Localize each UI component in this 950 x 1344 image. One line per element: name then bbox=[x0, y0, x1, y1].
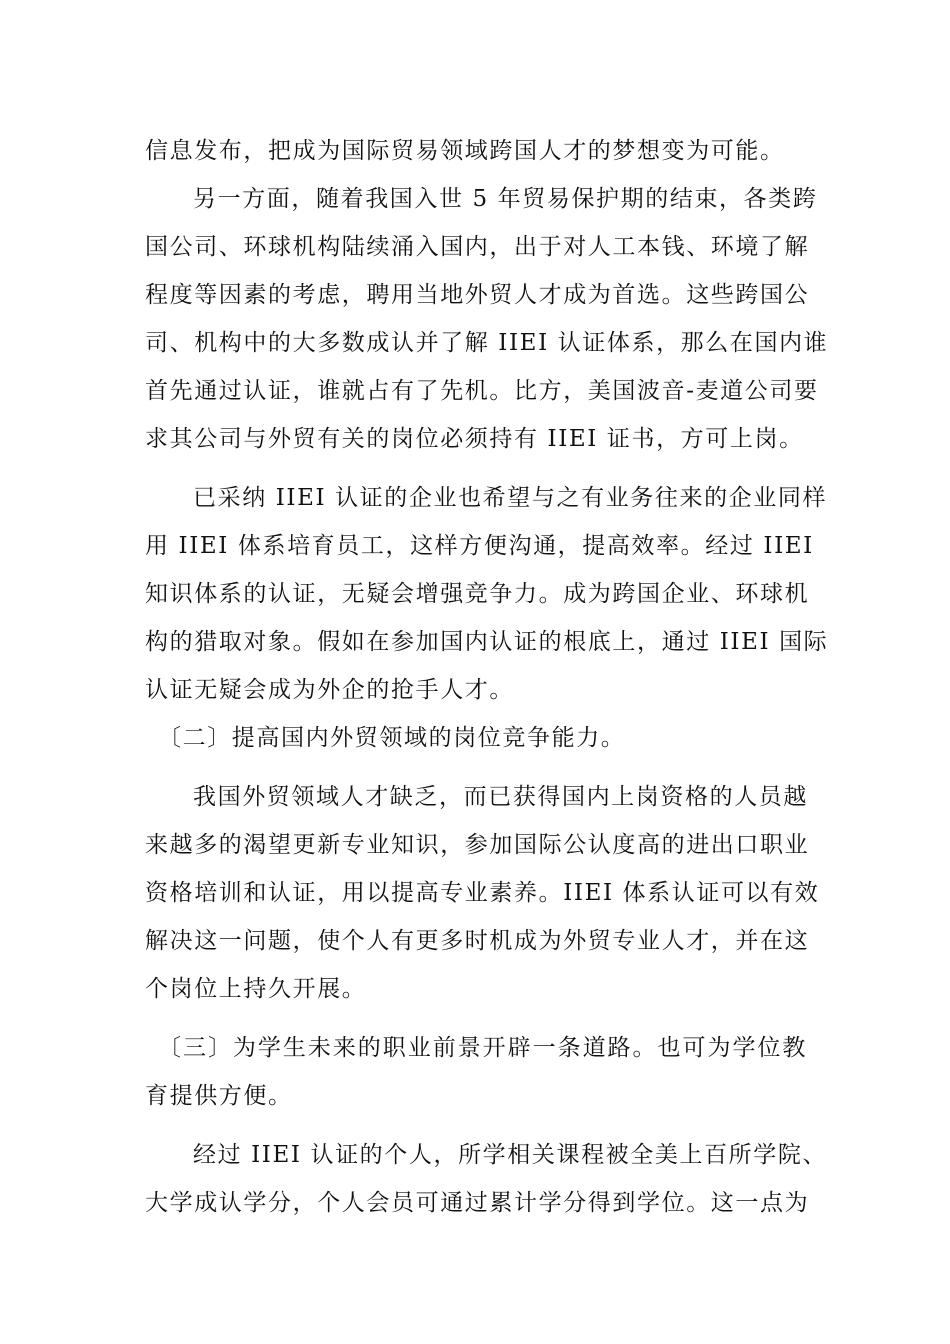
text-line: 构的猎取对象。假如在参加国内认证的根底上，通过 IIEI 国际 bbox=[145, 629, 829, 655]
text-line: 个岗位上持久开展。 bbox=[145, 976, 367, 1002]
paragraph-first-line: 我国外贸领域人才缺乏，而已获得国内上岗资格的人员越 bbox=[193, 784, 808, 810]
section-heading: 〔二〕提高国内外贸领域的岗位竞争能力。 bbox=[158, 725, 626, 751]
text-line: 来越多的渴望更新专业知识，参加国际公认度高的进出口职业 bbox=[145, 832, 810, 858]
text-line: 育提供方便。 bbox=[145, 1083, 293, 1109]
text-line: 国公司、环球机构陆续涌入国内，出于对人工本钱、环境了解 bbox=[145, 234, 810, 260]
text-line: 资格培训和认证，用以提高专业素养。IIEI 体系认证可以有效 bbox=[145, 880, 820, 906]
text-line: 首先通过认证，谁就占有了先机。比方，美国波音-麦道公司要 bbox=[145, 378, 819, 404]
text-line: 解决这一问题，使个人有更多时机成为外贸专业人才，并在这 bbox=[145, 928, 810, 954]
text-line: 大学成认学分，个人会员可通过累计学分得到学位。这一点为 bbox=[145, 1190, 810, 1216]
paragraph-first-line: 另一方面，随着我国入世 5 年贸易保护期的结束，各类跨 bbox=[193, 186, 818, 212]
paragraph-first-line: 已采纳 IIEI 认证的企业也希望与之有业务往来的企业同样 bbox=[193, 485, 828, 511]
paragraph-first-line: 经过 IIEI 认证的个人，所学相关课程被全美上百所学院、 bbox=[193, 1142, 828, 1168]
text-line: 知识体系的认证，无疑会增强竞争力。成为跨国企业、环球机 bbox=[145, 581, 810, 607]
text-line: 信息发布，把成为国际贸易领域跨国人才的梦想变为可能。 bbox=[145, 138, 785, 164]
text-line: 程度等因素的考虑，聘用当地外贸人才成为首选。这些跨国公 bbox=[145, 282, 810, 308]
text-line: 认证无疑会成为外企的抢手人才。 bbox=[145, 677, 514, 703]
text-line: 用 IIEI 体系培育员工，这样方便沟通，提高效率。经过 IIEI bbox=[145, 533, 814, 559]
text-line: 求其公司与外贸有关的岗位必须持有 IIEI 证书，方可上岗。 bbox=[145, 426, 804, 452]
text-line: 司、机构中的大多数成认并了解 IIEI 认证体系，那么在国内谁 bbox=[145, 330, 829, 356]
section-heading: 〔三〕为学生未来的职业前景开辟一条道路。也可为学位教 bbox=[158, 1035, 807, 1061]
